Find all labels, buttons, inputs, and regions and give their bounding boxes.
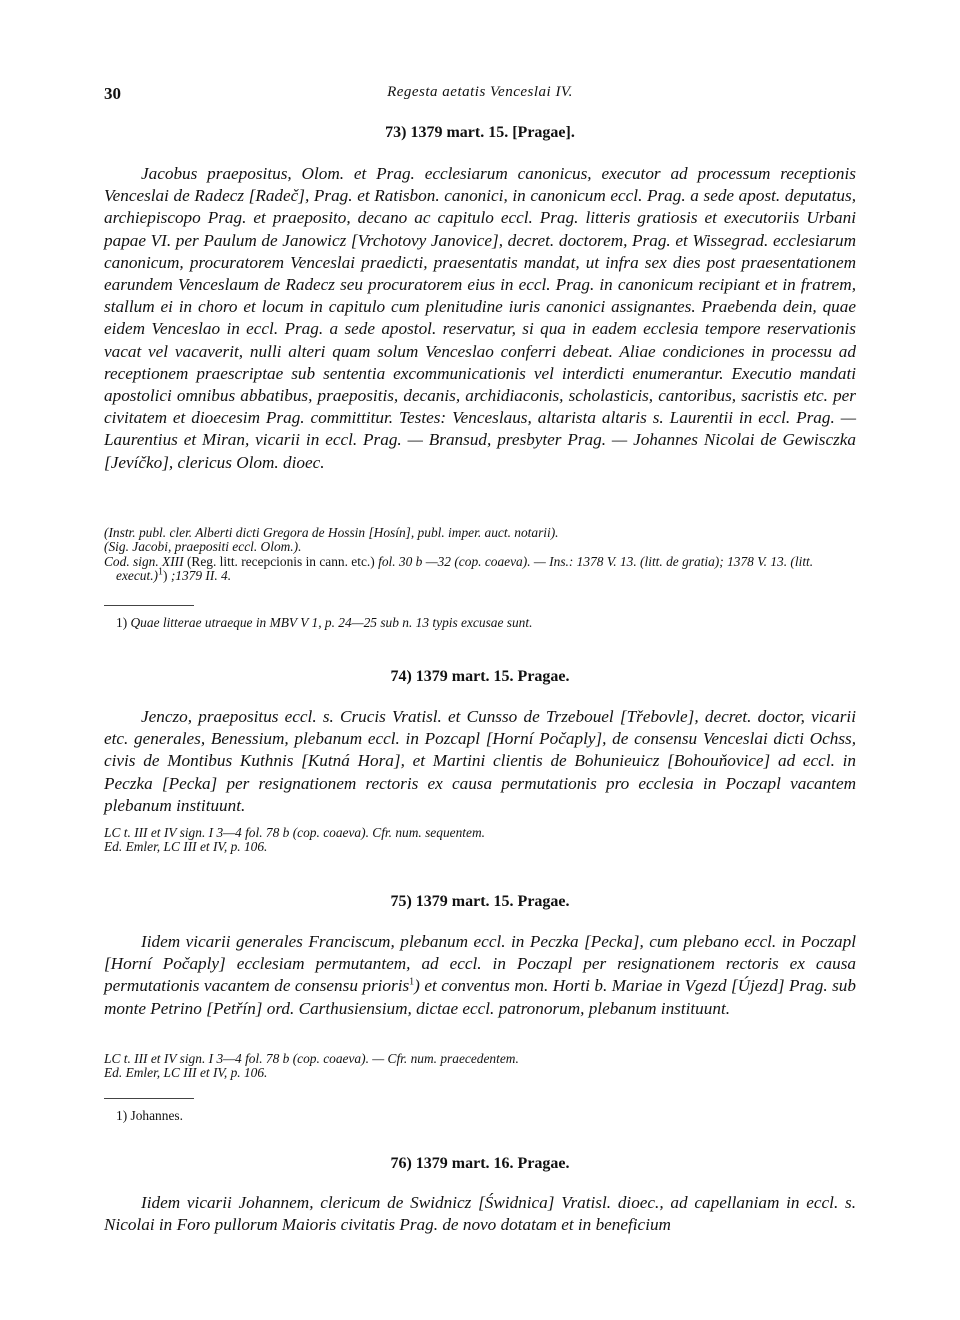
source-date: ;1379 II. 4.: [170, 567, 232, 583]
footnote-text: Johannes.: [130, 1108, 183, 1123]
entry-text-75: [104, 931, 856, 1020]
page-number: 30: [104, 84, 121, 103]
entry-heading-76: 76) 1379 mart. 16. Pragae.: [390, 1155, 570, 1172]
source-line: Cod. sign. XIII (Reg. litt. recepcionis in cann. etc.) fol. 30 b —32 (cop. coaeva). — Ins.: 1378 V. 13. (litt. de gratia); 1378 V. 13. (litt. execut.)$^1$) ;1379 II. 4.: [104, 553, 814, 583]
source-line: LC t. III et IV sign. I 3—4 fol. 78 b (cop. coaeva). Cfr. num. sequentem.: [104, 825, 485, 840]
entry-text-74: [104, 706, 856, 817]
source-line: (Sig. Jacobi, praepositi eccl. Olom.).: [104, 539, 302, 555]
source-line: (Instr. publ. cler. Alberti dicti Gregora de Hossin [Hosín], publ. imper. auct. notarii).: [104, 525, 559, 540]
footnote-73: [104, 615, 868, 631]
source-sign: Cod. sign. XIII: [104, 553, 184, 569]
entry-heading-73: 73) 1379 mart. 15. [Pragae].: [385, 124, 575, 141]
entry-text-part: ) et conventus mon. Horti b. Mariae in Vgezd [Újezd] Prag. sub monte Petrino [Petřín] ord. Carthusiensium, dictae eccl. patronorum, plebanum instituunt.: [104, 976, 856, 1018]
source-line: Ed. Emler, LC III et IV, p. 106.: [104, 839, 268, 855]
running-title: Regesta aetatis Venceslai IV.: [387, 84, 573, 100]
entry-sources-75: [104, 1052, 856, 1081]
entry-paragraph: Jacobus praepositus, Olom. et Prag. ecclesiarum canonicus, executor ad processum receptionis Venceslai de Radecz [Radeč], Prag. et Ratisbon. canonici, in canonicum eccl. Prag. a sede apost. deputatus, archiepiscopo Prag. et praeposito, decano ac capitulo eccl. Prag. litteris gratiosis et executoriis Urbani papae VI. per Paulum de Janowicz [Vrchotovy Janovice], decret. doctorem, Prag. et Wissegrad. ecclesiarum canonicum, procuratorem Venceslai praedicti, praesentatis mandat, ut infra sex dies post praesentationem earundem Venceslaum de Radecz seu procuratorem eius in eccl. Prag. in canonicum recipiant et in fratrem, stallum ei in choro et locum in capitulo cum plenitudine iuris canonici assignantes. Praebenda dein, quae eidem Venceslao in eccl. Prag. a sede apostol. reservatur, si qua in eadem ecclesia tempore reservationis vacat vel vacaverit, nulli alteri quam solum Venceslao conferri debeat. Aliae condiciones in processu ad receptionem praescriptae sub sententia excommunicationis vel interdicti enumerantur. Executio mandati apostolici omnibus abbatibus, praepositis, decanis, archidiaconis, scholasticis, cantoribus, sacristis etc. per civitatem et dioecesim Prag. committitur. Testes: Venceslaus, altarista altaris s. Laurentii in eccl. Prag. — Laurentius et Miran, vicarii in eccl. Prag. — Bransud, presbyter Prag. — Johannes Nicolai de Gewisczka [Jevíčko], clericus Olom. dioec.: [104, 164, 856, 472]
entry-text-73: [104, 163, 856, 474]
entry-heading-75: 75) 1379 mart. 15. Pragae.: [390, 893, 570, 910]
footnote-mark: 1): [116, 1108, 128, 1123]
entry-sources-73: [104, 526, 856, 583]
footnote-ref: 1: [158, 566, 163, 578]
source-register: (Reg. litt. recepcionis in cann. etc.): [186, 553, 375, 569]
source-folio: fol. 30 b —32 (cop. coaeva). — Ins.: 1378 V. 13. (litt. de gratia); 1378 V. 13. (litt. execut.): [116, 553, 814, 583]
footnote-rule: [104, 605, 194, 606]
entry-paragraph: [104, 931, 856, 1020]
page-header: [104, 84, 856, 106]
source-line: LC t. III et IV sign. I 3—4 fol. 78 b (cop. coaeva). — Cfr. num. praecedentem.: [104, 1051, 519, 1066]
entry-paragraph: Iidem vicarii Johannem, clericum de Swidnicz [Świdnica] Vratisl. dioec., ad capellaniam in eccl. s. Nicolai in Foro pullorum Maioris civitatis Prag. de novo dotatam et in beneficium: [104, 1193, 856, 1235]
entry-heading-74: 74) 1379 mart. 15. Pragae.: [390, 668, 570, 685]
footnote-rule: [104, 1098, 194, 1099]
source-line: Ed. Emler, LC III et IV, p. 106.: [104, 1065, 268, 1081]
footnote-mark: 1): [116, 615, 128, 630]
entry-text-part: Iidem vicarii generales Franciscum, plebanum eccl. in Peczka [Pecka], cum plebano eccl. in Poczapl [Horní Počaply] ecclesiam permutantem, ad eccl. in Poczapl per resignationem rectoris ex causa permutationis vacantem de consensu prioris: [104, 932, 856, 996]
entry-text-76: [104, 1192, 856, 1236]
footnote-ref: 1: [409, 976, 415, 988]
footnote-text: Quae litterae utraeque in MBV V 1, p. 24—25 sub n. 13 typis excusae sunt.: [130, 615, 533, 630]
entry-paragraph: Jenczo, praepositus eccl. s. Crucis Vratisl. et Cunsso de Trzebouel [Třebovle], decret. doctor, vicarii etc. generales, Benessium, plebanum eccl. in Pozcapl [Horní Počaply], de consensu Venceslai dicti Ochss, civis de Montibus Kuthnis [Kutná Hora], et Martini clientis de Bohunieuicz [Bohouňovice] ad eccl. in Peczka [Pecka] per resignationem rectoris ex causa permutationis pro ecclesia in Poczapl vacantem plebanum instituunt.: [104, 707, 856, 815]
footnote-75: [104, 1108, 868, 1124]
entry-sources-74: [104, 826, 856, 855]
